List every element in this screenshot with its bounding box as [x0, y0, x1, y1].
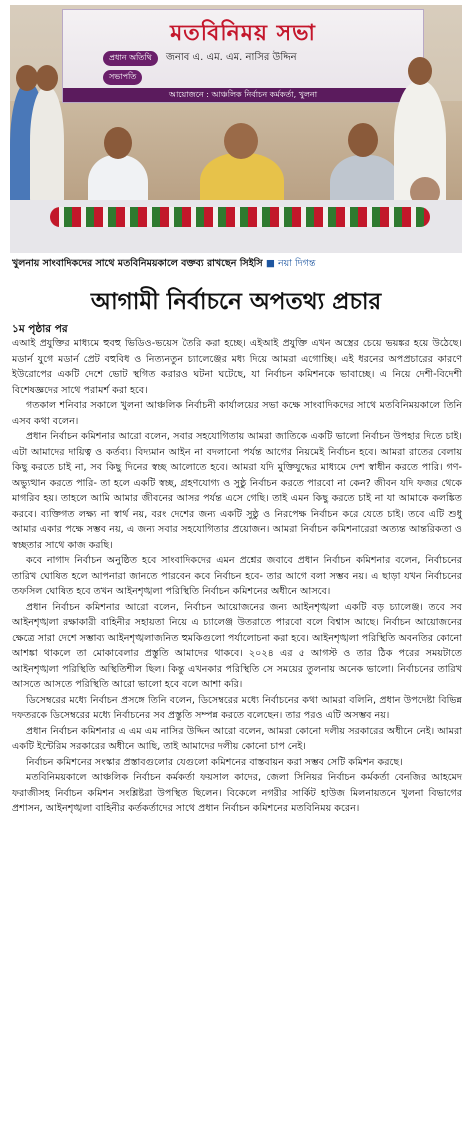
person-head: [224, 123, 258, 159]
article-paragraph: প্রধান নির্বাচন কমিশনার এ এম এম নাসির উদ্দিন আরো বলেন, আমরা কোনো দলীয় সরকারের অধীনে নেই। আমরা একটি ইন্টেরিম সরকারের অধীনে আছি, তাই আমাদের দলীয় কোনো চাপ নেই।: [12, 725, 462, 752]
article-paragraph: গতকাল শনিবার সকালে খুলনা আঞ্চলিক নির্বাচনী কার্যালয়ের সভা কক্ষে সাংবাদিকদের সাথে মতবিনিময়কালে তিনি এসব কথা বলেন।: [12, 400, 462, 427]
banner-line-chair: [103, 70, 147, 85]
event-banner: [62, 9, 424, 103]
article-paragraph: প্রধান নির্বাচন কমিশনার আরো বলেন, নির্বাচন আয়োজনের জন্য আইনশৃঙ্খলা একটি বড় চ্যালেঞ্জ। তবে সব আইনশৃঙ্খলা রক্ষাকারী বাহিনীর সহায়তা নিয়ে এ চ্যালেঞ্জ উতরাতে পারবো বলে বিশ্বাস আছে। নির্বাচন আয়োজনের ক্ষেত্রে সারা দেশে সম্ভাব্য আইনশৃঙ্খলাজনিত হুমকিগুলো পর্যালোচনা করা হবে। আইনশৃঙ্খলা পরিস্থিতি অবনতির কোনো আশঙ্কা থাকলে তা মোকাবেলার প্রস্তুতি আমাদের থাকবে। ২০২৪ এর ৫ আগস্ট ও তার ঠিক পরের সময়টাতে আইনশৃঙ্খলা পরিস্থিতি অস্থিতিশীল ছিল। কিন্তু এখনকার পরিস্থিতি সে সময়ের তুলনায় অনেক ভালো। নির্বাচনের তারিখ আসতে আসতে পরিস্থিতি আরো ভালো হবে বলে আশা করি।: [12, 601, 462, 690]
article-paragraph: ডিসেম্বরের মধ্যে নির্বাচন প্রসঙ্গে তিনি বলেন, ডিসেম্বরের মধ্যে নির্বাচনের কথা আমরা বলিনি, প্রধান উপদেষ্টা বিভিন্ন দফতরকে ডিসেম্বরের মধ্যে নির্বাচনের সব প্রস্তুতি সম্পন্ন করতে বলেছেন। তার পরও এটি অসম্ভব নয়।: [12, 694, 462, 721]
banner-title: মতবিনিময় সভা: [170, 21, 316, 46]
banner-chip-chair: সভাপতি: [103, 70, 142, 85]
article-paragraph: কবে নাগাদ নির্বাচন অনুষ্ঠিত হবে সাংবাদিকদের এমন প্রশ্নের জবাবে প্রধান নির্বাচন কমিশনার বলেন, নির্বাচনের তারিখ ঘোষিত হলে আপনারা জানতে পারবেন কবে নির্বাচন হবে- তার আগে বলা সম্ভব নয়। এ ছাড়া যখন নির্বাচনের তফসিল ঘোষিত হবে তখন আইনশৃঙ্খলা পরিস্থিতি নির্বাচন কমিশনের অধীনে আসবে।: [12, 555, 462, 597]
person-head: [36, 65, 58, 91]
caption-text: খুলনায় সাংবাদিকদের সাথে মতবিনিময়কালে বক্তব্য রাখছেন সিইসি: [12, 258, 263, 269]
banner-organizer: আয়োজনে : আঞ্চলিক নির্বাচন কর্মকর্তা, খুলনা: [63, 88, 423, 102]
article-paragraph: নির্বাচন কমিশনের সংস্কার প্রস্তাবগুলোর যেগুলো কমিশনের বাস্তবায়ন করা সম্ভব সেটি কমিশন করছে।: [26, 756, 403, 768]
flower-arrangement: [50, 207, 430, 227]
news-photo: [10, 5, 462, 253]
person-head: [16, 65, 38, 91]
person-head: [348, 123, 378, 157]
photo-caption: [12, 257, 462, 272]
banner-line-chief-guest: [103, 50, 297, 67]
banner-chip-chief-guest: প্রধান অতিথি: [103, 51, 158, 66]
continued-from-label: ১ম পৃষ্ঠার পর: [12, 323, 68, 335]
person-standing-white: [30, 87, 64, 207]
person-head: [408, 57, 432, 85]
article-paragraph: মতবিনিময়কালে আঞ্চলিক নির্বাচন কর্মকর্তা ফয়সাল কাদের, জেলা সিনিয়র নির্বাচন কর্মকর্তা বেনজির আহমেদ ফরাজীসহ নির্বাচন কমিশন সংশ্লিষ্টরা উপস্থিত ছিলেন। বিকেলে নগরীর সার্কিট হাউজ মিলনায়তনে খুলনা বিভাগের প্রশাসন, আইনশৃঙ্খলা বাহিনীর কর্তকর্তাদের সাথে প্রধান নির্বাচন কমিশনের মতবিনিময় করেন।: [12, 772, 462, 814]
article-body: [12, 336, 462, 817]
banner-chief-guest-name: জনাব এ. এম. এম. নাসির উদ্দিন: [165, 52, 297, 63]
article-paragraph: প্রধান নির্বাচন কমিশনার আরো বলেন, সবার সহযোগিতায় আমরা জাতিকে একটি ভালো নির্বাচন উপহার দিতে চাই। এটা আমাদের দায়িত্ব ও কর্তব্য। বিদ্যমান আইন না বদলানো পর্যন্ত আগের নিয়মেই নির্বাচন হবে। আমরা রাতের বেলায় কিছু করতে চাই না, সব কিছু দিনের স্বচ্ছ আলোতে হবে। আমরা যদি মুক্তিযুদ্ধের মাধ্যমে দেশ স্বাধীন করতে পারি। গণ-অভ্যুত্থান করতে পারি- তা হলে একটি স্বচ্ছ, গ্রহণযোগ্য ও সুষ্ঠু নির্বাচন করতে পারবো না কেন? জীবন যদি ফজর থেকে মাগরিব হয়। তাহলে আমি আমার জীবনের আসর পর্যন্ত এসে গেছি। তাই এমন কিছু করতে চাই না যা আমাকে কলঙ্কিত করবে। ব্যক্তিগত লক্ষ্য না স্বার্থ নয়, বরং দেশের জন্য একটি সুষ্ঠু ও নিরপেক্ষ নির্বাচন করে যেতে চাই। তবে এটি শুধু আমার একার পক্ষে সম্ভব নয়, এ জন্য সবার সহযোগিতার প্রয়োজন। আমরা নির্বাচন কমিশনারেরা অত্যন্ত আন্তরিকতা ও স্বচ্ছতার সাথে কাজ করছি।: [12, 431, 462, 551]
article-paragraph: এআই প্রযুক্তির মাধ্যমে হুবহু ভিডিও-ভয়েস তৈরি করা হচ্ছে। এইআই প্রযুক্তি এখন অস্ত্রের চেয়ে ভয়ঙ্কর হয়ে উঠেছে। মডার্ন যুগে মডার্ন প্রেট বহুবিধ ও নিত্যনতুন চ্যালেঞ্জের মধ্য দিয়ে আমরা এগোচ্ছি। এই ধরনের অপপ্রচারের কারণে ইউরোপের একটি দেশে ভোট স্থগিত করারও ঘটনা ঘটেছে, যা নির্বাচন কমিশনকে ভাবাচ্ছে। এ নিয়ে দেশী-বিদেশী বিশেষজ্ঞদের সাথে পরামর্শ করা হবে।: [12, 338, 462, 396]
person-head: [104, 127, 132, 159]
caption-source: ■ নয়া দিগন্ত: [265, 258, 316, 269]
headline: আগামী নির্বাচনে অপতথ্য প্রচার: [90, 289, 382, 315]
